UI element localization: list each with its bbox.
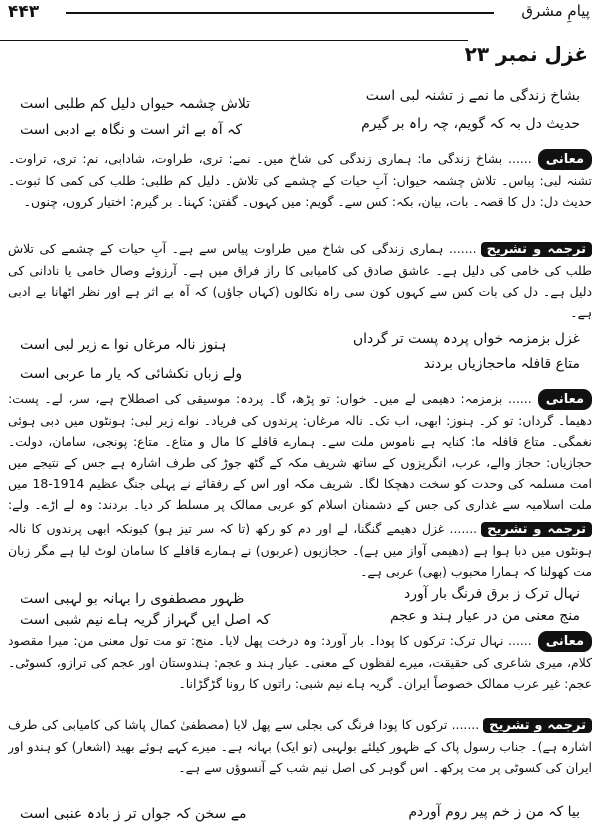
maani-label-2: معانی xyxy=(538,389,592,410)
verse-2-left: کہ آہ بے اثر است و نگاہ بے ادبی است xyxy=(20,122,243,138)
verse-4-right: متاع قافلہ ماحجازیاں بردند xyxy=(423,356,580,372)
verse-6-right: منج معنی من در عیار ہند و عجم xyxy=(389,608,580,624)
tarjuma-section-2: ترجمہ و تشریح....... غزل دھیمے گنگنا، لے اور دم کو رکھ (تا کہ سر تیز ہو) کیونکہ ابھی پرندوں کا نالہ ہونٹوں میں دبا ہوا ہے (دھیمی آواز میں ہے)۔ حجازیوں (عربوں) نے ہمارے قافلے کا سامان لوٹ لیا ہے مگر زبان مت کھولنا کہ ہمارا محبوب (بھی) عربی ہے۔ xyxy=(8,521,592,579)
verse-2-right: حدیث دل بہ کہ گویم، چہ راہ بر گیرم xyxy=(361,116,580,132)
maani-section-2: معانی...... بزمزمہ: دھیمی لے میں۔ خواں: تو پڑھ، گا۔ پردہ: موسیقی کی اصطلاح ہے، سر، لے۔ پست: دھیما۔ گرداں: تو کر۔ ہنوز: ابھی، اب تک۔ نالہ مرغاں: پرندوں کی فریاد۔ نواے زیر لبی: ہونٹوں میں دبی ہوئی نغمگی۔ متاع قافلہ ما: کنایہ ہے ناموس ملت سے۔ ہمارے قافلے کا مال و متاع۔ متاع: پونجی، سامان، دولت۔ حجازیاں: حجاز والے، عرب، انگریزوں کے ساتھ شریف مکہ کے گٹھ جوڑ کی طرف اشارہ ہے جس کے نتیجے میں امت مسلمہ کی وحدت کو سخت دھچکا لگا۔ شریف مکہ اور اس کے رفقائے نے پہلی جنگ عظیم 1914-18 میں ملت اسلامیہ سے غداری کی جس کے دشمنان اسلام کو عربی ممالک پر مسلط کر دیا۔ بردند: وہ لے اڑے۔ ولے: xyxy=(8,388,592,516)
verse-1-left: تلاش چشمہ حیواں دلیل کم طلبی است xyxy=(20,96,251,112)
maani-text-3: نہال ترک: ترکوں کا پودا۔ بار آورد: وہ درخت پھل لایا۔ منج: تو مت تول معنی من: میرا مقصود کلام، میری شاعری کی حقیقت، میرے لفظوں کے معنی۔ عیار ہند و عجم: ہندوستان اور عجم کی ترازو، کسوٹی۔ عجم: غیر عرب ممالک خصوصاً ایران۔ گریہ ہاے نیم شبی: راتوں کا رونا گڑگڑانا۔ xyxy=(8,633,592,691)
ghazal-title: غزل نمبر ۲۳ xyxy=(464,42,588,66)
verse-7-left: مے سخن کہ جواں تر ز بادہ عنبی است xyxy=(20,806,247,822)
verse-1-right: بشاخ زندگی ما نمے ز تشنہ لبی است xyxy=(365,88,580,104)
verse-4-left: ولے زباں نکشائی کہ یار ما عربی است xyxy=(20,366,243,382)
maani-text-1: بشاخ زندگی ما: ہماری زندگی کی شاخ میں۔ نمے: تری، طراوت، شادابی، نم: تری، تراوت۔ تشنہ لبی: پیاس۔ تلاش چشمہ حیواں: آبِ حیات کے چشمے کی تلاش۔ دلیل کم طلبی: طلب کی کمی کا ثبوت۔ حدیث دل: دل کا قصہ۔ بات، بیان، بکہ: کس سے۔ گویم: میں کہوں۔ گفتن: کہنا۔ بر گیرم: اختیار کروں، چنوں۔ xyxy=(8,151,592,209)
ghazal-rule-top xyxy=(0,40,468,41)
maani-label-1: معانی xyxy=(538,149,592,170)
book-title: پیامِ مشرق xyxy=(521,2,590,20)
maani-section-3: معانی...... نہال ترک: ترکوں کا پودا۔ بار آورد: وہ درخت پھل لایا۔ منج: تو مت تول معنی من: میرا مقصود کلام، میری شاعری کی حقیقت، میرے لفظوں کے معنی۔ عیار ہند و عجم: ہندوستان اور عجم کی ترازو، کسوٹی۔ عجم: غیر عرب ممالک خصوصاً ایران۔ گریہ ہاے نیم شبی: راتوں کا رونا گڑگڑانا۔ xyxy=(8,633,592,691)
verse-5-right: نہال ترک ز برق فرنگ بار آورد xyxy=(403,586,580,602)
tarjuma-text-1: ہماری زندگی کی شاخ میں طراوت پیاس سے ہے۔ آبِ حیات کے چشمے کی تلاش طلب کی خامی کی دلیل ہے۔ عاشق صادق کی کامیابی کا راز فراق میں ہے۔ آرزوئے وصال خامی یا نادانی کی دلیل ہے۔ دل کی بات کس سے کہوں کون سی راہ نکالوں (کہاں جاؤں) کہ آہ بے اثر ہے اور نظر اٹھانا بے ادبی ہے۔ xyxy=(8,241,592,320)
maani-label-3: معانی xyxy=(538,631,592,652)
tarjuma-section-3: ترجمہ و تشریح....... ترکوں کا پودا فرنگ کی بجلی سے پھل لایا (مصطفیٰ کمال پاشا کی کامیابی کی طرف اشارہ ہے)۔ جناب رسول پاک کے ظہور کیلئے بولہبی (تو ایک) بہانہ ہے۔ میرے کہے ہوئے بھید (اشعار) کو ہندو اور ایران کی کسوٹی پر مت پرکھ۔ اس گوہر کی اصل نیم شب کے آنسوؤں سے ہے۔ xyxy=(8,717,592,775)
verse-5-left: ظہور مصطفوی را بہانہ بو لہبی است xyxy=(20,591,245,607)
tarjuma-label-3: ترجمہ و تشریح xyxy=(483,718,592,733)
tarjuma-section-1: ترجمہ و تشریح....... ہماری زندگی کی شاخ میں طراوت پیاس سے ہے۔ آبِ حیات کے چشمے کی تلاش طلب کی خامی کی دلیل ہے۔ عاشق صادق کی کامیابی کا راز فراق میں ہے۔ آرزوئے وصال خامی یا نادانی کی دلیل ہے۔ دل کی بات کس سے کہوں کون سی راہ نکالوں (کہاں جاؤں) کہ آہ بے اثر ہے اور نظر اٹھانا بے ادبی ہے۔ xyxy=(8,241,592,320)
tarjuma-label-2: ترجمہ و تشریح xyxy=(481,522,592,537)
tarjuma-text-2: غزل دھیمے گنگنا، لے اور دم کو رکھ (تا کہ سر تیز ہو) کیونکہ ابھی پرندوں کا نالہ ہونٹوں میں دبا ہوا ہے (دھیمی آواز میں ہے)۔ حجازیوں (عربوں) نے ہمارے قافلے کا سامان لوٹ لیا ہے مگر زبان مت کھولنا کہ ہمارا محبوب (بھی) عربی ہے۔ xyxy=(8,521,592,579)
verse-3-left: ہنوز نالہ مرغاں نوا ے زیر لبی است xyxy=(20,337,227,353)
tarjuma-text-3: ترکوں کا پودا فرنگ کی بجلی سے پھل لایا (مصطفیٰ کمال پاشا کی کامیابی کی طرف اشارہ ہے)۔ جناب رسول پاک کے ظہور کیلئے بولہبی (تو ایک) بہانہ ہے۔ میرے کہے ہوئے بھید (اشعار) کو ہندو اور ایران کی کسوٹی پر مت پرکھ۔ اس گوہر کی اصل نیم شب کے آنسوؤں سے ہے۔ xyxy=(8,717,592,775)
verse-7-right: بیا کہ من ز خم پیر روم آوردم xyxy=(408,804,580,820)
maani-section-1: معانی...... بشاخ زندگی ما: ہماری زندگی کی شاخ میں۔ نمے: تری، طراوت، شادابی، نم: تری، تراوت۔ تشنہ لبی: پیاس۔ تلاش چشمہ حیواں: آبِ حیات کے چشمے کی تلاش۔ دلیل کم طلبی: طلب کی کمی کا ثبوت۔ حدیث دل: دل کا قصہ۔ بات، بیان، بکہ: کس سے۔ گویم: میں کہوں۔ گفتن: کہنا۔ بر گیرم: اختیار کروں، چنوں۔ xyxy=(8,151,592,209)
tarjuma-label-1: ترجمہ و تشریح xyxy=(481,242,592,257)
ghazal-heading xyxy=(0,42,588,72)
page-header xyxy=(6,2,594,24)
page-number: ۴۴۳ xyxy=(8,2,40,22)
verse-3-right: غزل بزمزمہ خواں پردہ پست تر گرداں xyxy=(352,331,580,347)
verse-6-left: کہ اصل ایں گہراز گریہ ہاے نیم شبی است xyxy=(20,612,271,628)
maani-text-2: بزمزمہ: دھیمی لے میں۔ خواں: تو پڑھ، گا۔ پردہ: موسیقی کی اصطلاح ہے، سر، لے۔ پست: دھیما۔ گرداں: تو کر۔ ہنوز: ابھی، اب تک۔ نالہ مرغاں: پرندوں کی فریاد۔ نواے زیر لبی: ہونٹوں میں دبی ہوئی نغمگی۔ متاع قافلہ ما: کنایہ ہے ناموس ملت سے۔ ہمارے قافلے کا مال و متاع۔ متاع: پونجی، سامان، دولت۔ حجازیاں: حجاز والے، عرب، انگریزوں کے ساتھ شریف مکہ کے گٹھ جوڑ کی طرف اشارہ ہے جس کے نتیجے میں امت مسلمہ کی وحدت کو سخت دھچکا لگا۔ شریف مکہ اور اس کے رفقائے نے پہلی جنگ عظیم 1914-18 میں ملت اسلامیہ سے غداری کی جس کے دشمنان اسلام کو عربی ممالک پر مسلط کر دیا۔ بردند: وہ لے اڑے۔ ولے: xyxy=(8,391,592,512)
header-rule xyxy=(66,12,494,14)
